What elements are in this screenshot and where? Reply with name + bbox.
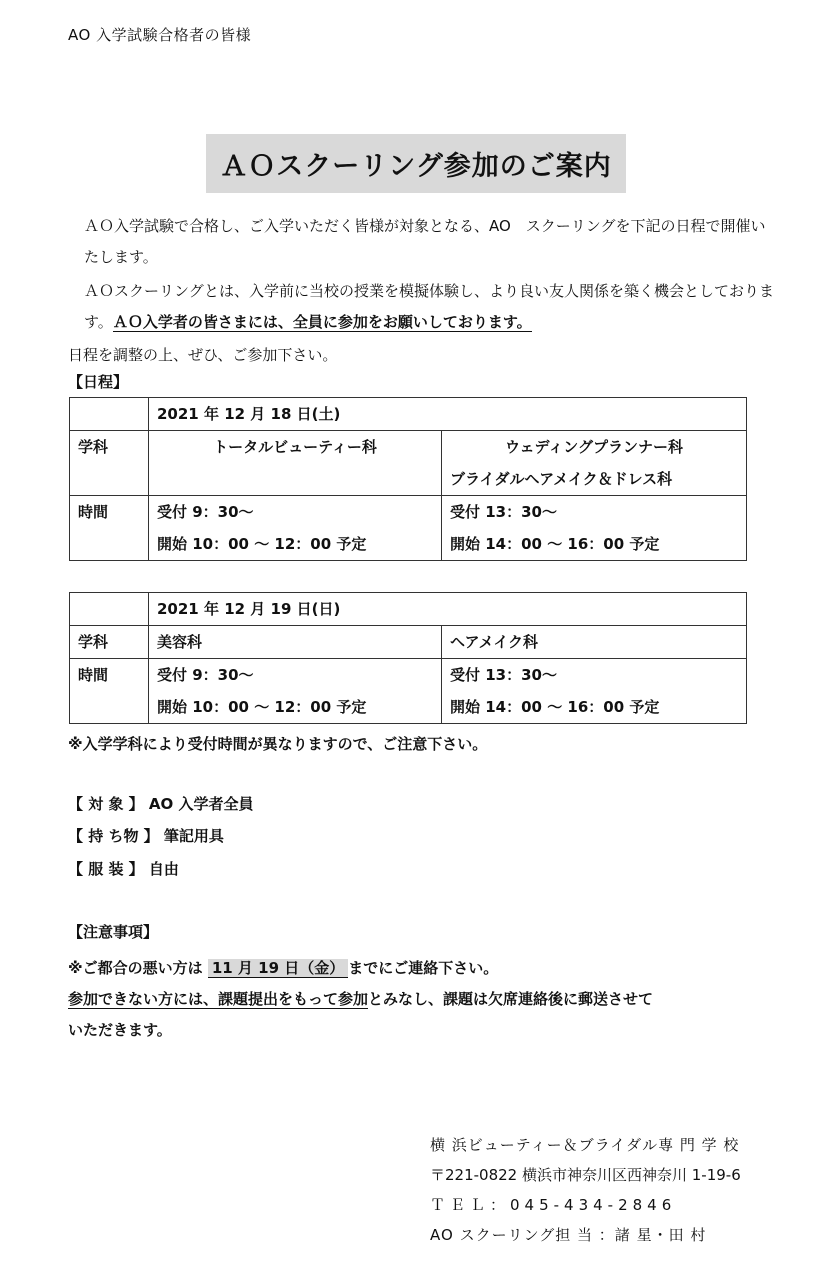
intro-paragraph-2-text: ＡＯスクーリングとは、入学前に当校の授業を模擬体験し、より良い友人関係を築く機会としております。 bbox=[84, 282, 775, 331]
day2-b-reception: 受付 13：30～ bbox=[450, 666, 557, 684]
caution-line-1 bbox=[68, 953, 758, 984]
schedule-table-day2 bbox=[69, 592, 747, 724]
day1-dept-b-cell bbox=[442, 431, 747, 496]
day1-b-reception: 受付 13：30～ bbox=[450, 503, 557, 521]
caution-line-2-rest: とみなし、課題は欠席連絡後に郵送させて bbox=[368, 990, 654, 1008]
intro-paragraph-2 bbox=[68, 276, 774, 338]
caution-line-2 bbox=[68, 984, 758, 1015]
intro-paragraph-3: 日程を調整の上、ぜひ、ご参加下さい。 bbox=[68, 346, 338, 364]
day1-dept-label-cell bbox=[70, 431, 149, 496]
footer-tel: ＴＥＬ：045-434-2846 bbox=[430, 1196, 677, 1214]
day1-dept-b-2: ブライダルヘアメイク＆ドレス科 bbox=[450, 470, 673, 488]
day1-time-a-cell bbox=[149, 496, 442, 561]
day1-a-reception: 受付 9：30～ bbox=[157, 503, 254, 521]
caution-line-3: いただきます。 bbox=[68, 1021, 172, 1039]
day2-a-reception: 受付 9：30～ bbox=[157, 666, 254, 684]
recipient-line: AO 入学試験合格者の皆様 bbox=[68, 26, 252, 44]
schedule-label: 【日程】 bbox=[68, 373, 129, 391]
caution-line-1-pre: ※ご都合の悪い方は bbox=[68, 959, 203, 977]
day2-dept-b: ヘアメイク科 bbox=[450, 633, 539, 651]
schedule-table-day1 bbox=[69, 397, 747, 561]
day1-time-b-cell bbox=[442, 496, 747, 561]
day1-time-label-cell bbox=[70, 496, 149, 561]
day2-time-label: 時間 bbox=[78, 666, 109, 684]
caution-line-2-underlined: 参加できない方には、課題提出をもって参加 bbox=[68, 990, 369, 1008]
caution-line-1-post: までにご連絡下さい。 bbox=[348, 959, 499, 977]
day1-a-start: 開始 10：00 ～ 12：00 予定 bbox=[157, 535, 367, 553]
caution-deadline-date: 11 月 19 日（金） bbox=[208, 959, 348, 978]
day1-dept-b-1: ウェディングプランナー科 bbox=[505, 438, 683, 456]
day2-dept-label: 学科 bbox=[78, 633, 109, 651]
day2-dept-a-cell bbox=[149, 626, 442, 659]
footer-school: 横 浜ビューティー＆ブライダル専 門 学 校 bbox=[430, 1136, 740, 1154]
day2-b-start: 開始 14：00 ～ 16：00 予定 bbox=[450, 698, 660, 716]
day2-time-a-cell bbox=[149, 659, 442, 724]
title-container bbox=[0, 134, 832, 193]
day2-corner-cell bbox=[70, 593, 149, 626]
day2-dept-a: 美容科 bbox=[157, 633, 203, 651]
footer-address: 〒221-0822 横浜市神奈川区西神奈川 1-19-6 bbox=[430, 1166, 741, 1184]
day1-corner-cell bbox=[70, 398, 149, 431]
caution-label: 【注意事項】 bbox=[68, 923, 159, 941]
intro-paragraph-1: ＡＯ入学試験で合格し、ご入学いただく皆様が対象となる、AO スクーリングを下記の日程で開催いたします。 bbox=[84, 217, 766, 266]
detail-target: 【 対 象 】 AO 入学者全員 bbox=[68, 795, 254, 813]
footer-contact: AO スクーリング担 当 ：諸 星・田 村 bbox=[430, 1226, 707, 1244]
schedule-note: ※入学学科により受付時間が異なりますので、ご注意下さい。 bbox=[68, 735, 488, 753]
day2-dept-b-cell bbox=[442, 626, 747, 659]
day2-time-label-cell bbox=[70, 659, 149, 724]
detail-items: 【 持 ち物 】 筆記用具 bbox=[68, 827, 224, 845]
day1-dept-a: トータルビューティー科 bbox=[213, 438, 377, 456]
day1-dept-label: 学科 bbox=[78, 438, 109, 456]
page-title: ＡＯスクーリング参加のご案内 bbox=[206, 134, 625, 193]
day1-dept-a-cell bbox=[149, 431, 442, 496]
day2-a-start: 開始 10：00 ～ 12：00 予定 bbox=[157, 698, 367, 716]
day1-time-label: 時間 bbox=[78, 503, 109, 521]
day1-b-start: 開始 14：00 ～ 16：00 予定 bbox=[450, 535, 660, 553]
intro-paragraph-2-emphasis: ＡＯ入学者の皆さまには、全員に参加をお願いしております。 bbox=[112, 313, 532, 331]
day2-date: 2021 年 12 月 19 日(日) bbox=[157, 600, 341, 618]
day2-date-cell bbox=[149, 593, 747, 626]
day2-dept-label-cell bbox=[70, 626, 149, 659]
day2-time-b-cell bbox=[442, 659, 747, 724]
detail-dress: 【 服 装 】 自由 bbox=[68, 860, 179, 878]
day1-date-cell bbox=[149, 398, 747, 431]
day1-date: 2021 年 12 月 18 日(土) bbox=[157, 405, 341, 423]
